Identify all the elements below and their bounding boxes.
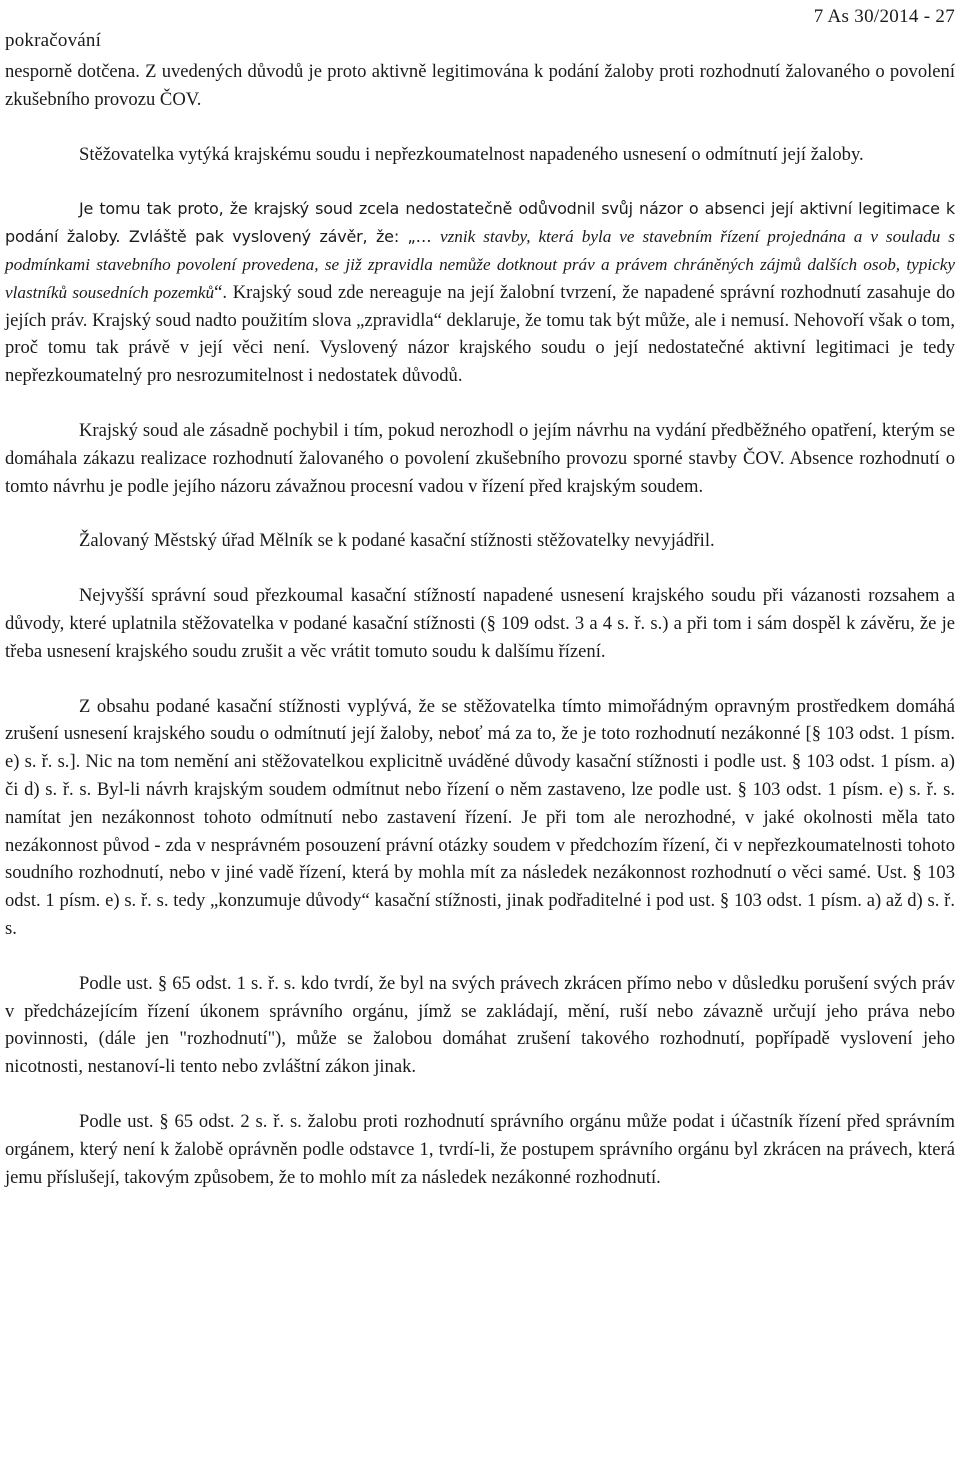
paragraph-2: [5, 141, 955, 169]
paragraph-8: [5, 970, 955, 1081]
paragraph-4: [5, 417, 955, 500]
paragraph-2-text: Stěžovatelka vytýká krajskému soudu i nepřezkoumatelnost napadeného usnesení o odmítnutí její žaloby.: [79, 143, 864, 165]
paragraph-1-text: nesporně dotčena. Z uvedených důvodů je proto aktivně legitimována k podání žaloby proti rozhodnutí žalovaného o povolení zkušebního provozu ČOV.: [5, 61, 955, 110]
paragraph-5: [5, 527, 955, 555]
paragraph-1: [5, 58, 955, 114]
paragraph-6: [5, 582, 955, 665]
paragraph-5-text: Žalovaný Městský úřad Mělník se k podané kasační stížnosti stěžovatelky nevyjádřil.: [79, 530, 715, 552]
page-header: [5, 0, 955, 58]
paragraph-7-text: Z obsahu podané kasační stížnosti vyplývá, že se stěžovatelka tímto mimořádným opravným prostředkem domáhá zrušení usnesení krajského soudu o odmítnutí její žaloby, neboť má za to, že je toto rozhodnutí nezákonné [§ 103 odst. 1 písm. e) s. ř. s.]. Nic na tom nemění ani stěžovatelkou explicitně uváděné důvody kasační stížnosti i podle ust. § 103 odst. 1 písm. a) či d) s. ř. s. Byl-li návrh krajským soudem odmítnut nebo řízení o něm zastaveno, lze podle ust. § 103 odst. 1 písm. e) s. ř. s. namítat jen nezákonnost tohoto odmítnutí nebo zastavení řízení. Je při tom ale nerozhodné, v jaké okolnosti měla tato nezákonnost původ - zda v nesprávném posouzení právní otázky soudem v předchozím řízení, či v nepřezkoumatelnosti tohoto soudního rozhodnutí, nebo v jiné vadě řízení, která by mohla mít za následek nezákonnost rozhodnutí o věci samé. Ust. § 103 odst. 1 písm. e) s. ř. s. tedy „konzumuje důvody“ kasační stížnosti, jinak podřaditelné i pod ust. § 103 odst. 1 písm. a) až d) s. ř. s.: [5, 695, 955, 939]
paragraph-3: [5, 195, 955, 390]
paragraph-4-text: Krajský soud ale zásadně pochybil i tím, pokud nerozhodl o jejím návrhu na vydání předběžného opatření, kterým se domáhala zákazu realizace rozhodnutí žalovaného o povolení zkušebního provozu sporné stavby ČOV. Absence rozhodnutí o tomto návrhu je podle jejího názoru závažnou procesní vadou v řízení před krajským soudem.: [5, 419, 955, 497]
paragraph-3-quote: vznik stavby, která byla ve stavebním řízení projednána a v souladu s podmínkami stavebního povolení provedena, se již zpravidla nemůže dotknout práv a právem chráněných zájmů dalších osob, typicky vlastníků sousedních pozemků: [5, 227, 955, 302]
paragraph-8-text: Podle ust. § 65 odst. 1 s. ř. s. kdo tvrdí, že byl na svých právech zkrácen přímo nebo v důsledku porušení svých práv v předcházejícím řízení úkonem správního orgánu, jímž se zakládají, mění, ruší nebo závazně určují jeho práva nebo povinnosti, (dále jen "rozhodnutí"), může se žalobou domáhat zrušení takového rozhodnutí, popřípadě vyslovení jeho nicotnosti, nestanoví-li tento nebo zvláštní zákon jinak.: [5, 972, 955, 1078]
header-continuation: pokračování: [5, 30, 102, 51]
document-page: [5, 0, 955, 1218]
paragraph-3-lead: Je tomu tak proto, že krajský soud zcela nedostatečně odůvodnil svůj názor o absenci její aktivní legitimace k podání žaloby. Zvláště pak vyslovený závěr, že: „…: [5, 199, 955, 247]
case-number: 7 As 30/2014 - 27: [813, 6, 955, 27]
paragraph-3-tail: “. Krajský soud zde nereaguje na její žalobní tvrzení, že napadené správní rozhodnutí zasahuje do jejích práv. Krajský soud nadto použitím slova „zpravidla“ deklaruje, že tomu tak být může, ale i nemusí. Nehovoří však o tom, proč tomu tak právě v její věci není. Vyslovený názor krajského soudu o její nedostatečné aktivní legitimaci je tedy nepřezkoumatelný pro nesrozumitelnost i nedostatek důvodů.: [5, 281, 955, 387]
paragraph-6-text: Nejvyšší správní soud přezkoumal kasační stížností napadené usnesení krajského soudu při vázanosti rozsahem a důvody, které uplatnila stěžovatelka v podané kasační stížnosti (§ 109 odst. 3 a 4 s. ř. s.) a při tom i sám dospěl k závěru, že je třeba usnesení krajského soudu zrušit a věc vrátit tomuto soudu k dalšímu řízení.: [5, 585, 955, 662]
paragraph-9: [5, 1108, 955, 1191]
paragraph-7: [5, 693, 955, 943]
paragraph-9-text: Podle ust. § 65 odst. 2 s. ř. s. žalobu proti rozhodnutí správního orgánu může podat i účastník řízení před správním orgánem, který není k žalobě oprávněn podle odstavce 1, tvrdí-li, že postupem správního orgánu byl zkrácen na právech, která jemu příslušejí, takovým způsobem, že to mohlo mít za následek nezákonné rozhodnutí.: [5, 1110, 955, 1188]
